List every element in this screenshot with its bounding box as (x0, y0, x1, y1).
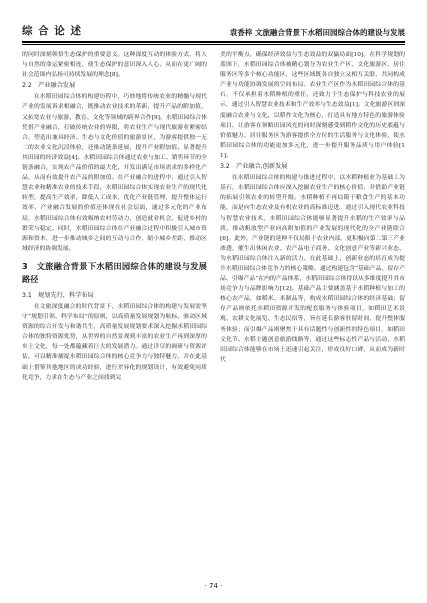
paragraph: 的同时深刻领悟生态保护的重要意义。这种深度互动的体验方式，将人与自然的命运紧密相连，使生态保护的意识深入人心，从而在更广阔的社会范围内弘扬可持续发展的理念[8]。 (22, 52, 207, 79)
section-heading-3: 3 文旅融合背景下水稻田园综合体的建设与发展路径 (22, 260, 207, 284)
subsection-heading-2-2: 2.2 产业融合发展 (22, 82, 76, 90)
page-header (22, 22, 405, 38)
paragraph: 美的平衡点，确保经济效益与生态效益的双赢局面[10]。在科学规划的蓝图下，水稻田园综合体被精心划分为农业生产区、文化旅游区、居住服务区等多个核心功能区，这些区域既各自独立又相互关联，共同构成产业与功能协调发展的空间布局。农业生产区作为水稻田园综合体的基石，不仅承担着水稻种植的重任，还致力于生态保护与科技农业的展示，通过引入智慧农业技术和生产效率与生态效益[1]。文化旅游区则深度融合农业与文化，以稻作文化为核心，打造具有地方特色的旅游体验项目，让游客在领略田园风光的同时深刻感受到稻作文化的历史底蕴与价值魅力。居住服务区为游客提供全方位的生活服务与文化体验，使水稻田园综合体的功能更加多元化，进一步提升服务品质与用户体验[11]。 (220, 52, 405, 159)
header-rule-thin (22, 44, 405, 45)
subsection-heading-3-1: 3.1 规划先行，科学布局 (22, 291, 94, 299)
running-title: 袁香梓 文旅融合背景下水稻田园综合体的建设与发展 (229, 28, 405, 37)
paragraph: 在文旅深度融合的时代背景下，水稻田园综合体的构建与发展需坚守“规划引领、科学布局”的原则，以高质量发展规划为航标，驱动区域资源的综合开发与和谐共生，高质量发展规划要求深入挖掘水稻田园综合体的独特资源优势，从世界的自然景观到丰富的农业生产再到深厚的乡土文化，每一处都蕴藏着巨大的发展潜力。通过详尽的调研与资源评估，可以精准捕捉水稻田园综合体的核心竞争力与独特魅力，并在此基础上借鉴其他地区的成功经验，进行差异化的规划设计，有效避免同质化竞争，力求在生态与产业之间找到完 (22, 303, 207, 381)
right-column (220, 50, 405, 570)
left-column (22, 50, 207, 570)
header-rule (22, 41, 405, 43)
journal-section: 综 合 论 述 (22, 25, 82, 37)
page-number: · 74 · (204, 582, 223, 590)
paragraph: 在水稻田园综合体的构建与推进过程中，以水稻种植业为基础工为基石，水稻田园综合体应深入挖掘农业生产的核心价值，并借助产业链的拓展引领农业的转型升级。水稻种植不再局限于粮食生产的基本功能，而是向生态农业及有机农业的高标准迈进。通过引入现代农业科技与智慧农业技术，水稻田园综合体能够显著提升水稻的生产效率与品质，推动粗放型产业向高附加值的产业发展的现代化的全产业链联合[6]。此外，产业链的延伸不仅局限于农业内部，更积极向第二第三产业渗透，催生出休闲农业、农产品电子商务、文化创意产业等新兴业态，为水稻田园综合体注入新的活力。在此基础上，创新业态的培育成为提升水稻田园综合体竞争力的核心策略，通过构建包含“基础产品、留存产品、引爆产品”在内的产品体系，水稻田园综合体得以从多维度提升其市场竞争力与品牌影响力[12]。基础产品主要涵盖基于水稻种植与加工的核心农产品，如稻米、米制品等，构成水稻田园综合体的经济基础；留存产品则依托水稻田资源开发的配套服务与体验项目，如稻田艺术景观、农耕文化展览、生态民宿等，旨在延长游客驻留时间，提升整体服务体验；而引爆产品则聚焦于具有话题性与创新性的特色项目，如稻田文化节、水稻主题创意旅游线路等，通过这些标志性产品与活动，水稻田园综合体能够在市场上迅速引起关注，形成良好口碑，从而成为新时代 (220, 175, 405, 363)
paragraph: 在水稻田园综合体的构建历程中，巧妙地将传统农业的精髓与现代产业的发展诉求相融合，既推动农业技术的革新，提升产品的附加值，又拓宽农业与旅游、教育、文化等领域的跨界合作[9]。水稻田园综合体凭借产业融合，打破传统农业的界限，将农业生产与现代旅游业紧密结合，塑造出兼具经济、生态与文化价值的旅游景区，为游客提供独一无二的农业文化沉浸体验，还推动链条延展，提升产业附加值，显著提升其田园的经济效益[4]。水稻田园综合体通过农业与加工、销售环节的全链条融合，实现农产品价值的最大化，开发出满足市场需求的多样化产品，从而有效提升农产品的附加值。在产业融合的进程中，通过引入智慧农业和精准农业的技术手段，水稻田园综合体实现农业生产的现代化转型，提高生产效率，降低人工成本，优化产业链管理，提升整体运行效率，产业融合发展的价值还体现在社会层面，通过多元化的产业布局，水稻田园综合体有效吸纳农村劳动力，创造就业机会，促进乡村的繁荣与稳定。同时，水稻田园综合体在产业融合过程中积极引入城市资源和资本，进一步推动城乡之间的互动与合作，缩小城乡差距，推动区域经济的协调发展。 (22, 94, 207, 252)
subsection-heading-3-2: 3.2 产业融合,创新发展 (220, 163, 288, 171)
